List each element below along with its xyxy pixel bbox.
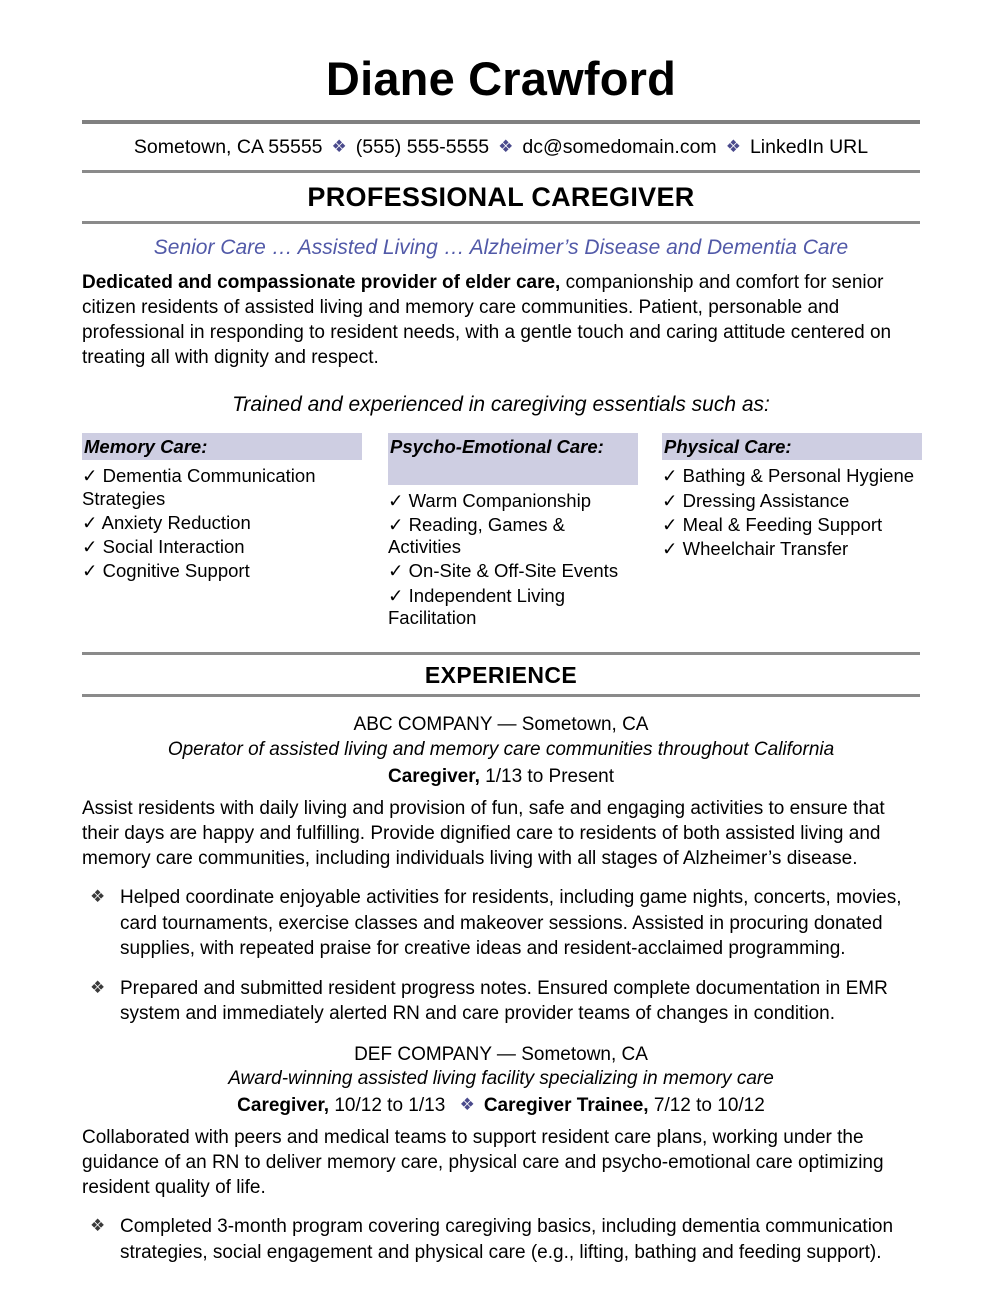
skill-item [662,464,922,488]
job-role-dates: 10/12 to 1/13 [329,1094,451,1116]
skills-column-psycho-emotional-care [388,433,662,630]
skill-item [388,513,638,559]
job-bullet-text: Helped coordinate enjoyable activities for residents, including game nights, concerts, movies, card tournaments, exercise classes and makeover sessions. Assisted in procuring donated supplies, with repeated praise for creative ideas and resident-acclaimed programming. [120,887,902,960]
skill-item [82,535,362,559]
skill-label: Wheelchair Transfer [682,538,849,559]
skills-column-physical-care [662,433,922,561]
skill-item [388,559,638,583]
check-icon: ✓ [662,513,678,535]
professional-headline: PROFESSIONAL CAREGIVER [307,182,695,213]
job-paragraph: Collaborated with peers and medical teams to support resident care plans, working under the guidance of an RN to deliver memory care, physical care and psycho-emotional care optimizing resident quality of life. [82,1126,884,1199]
diamond-bullet-icon: ❖ [90,977,106,997]
contact-phone: (555) 555-5555 [355,136,490,159]
skills-list [662,464,922,561]
job-bullet-text: Completed 3-month program covering caregiving basics, including dementia communication strategies, social engagement and physical care (e.g., lifting, bathing and feeding support). [120,1216,894,1263]
diamond-separator-icon: ❖ [459,1094,475,1114]
job-role-title: Caregiver, [237,1094,330,1116]
check-icon: ✓ [82,536,98,557]
check-icon: ✓ [388,584,404,606]
specialties-tagline: Senior Care … Assisted Living … Alzheimer’s Disease and Dementia Care [153,236,849,260]
skill-item [82,511,362,535]
job-role-line [82,763,920,790]
diamond-separator-icon: ❖ [331,137,347,157]
skill-item [388,584,638,630]
job-role-line [82,1092,920,1119]
experience-divider-bottom [82,694,920,697]
contact-linkedin[interactable]: LinkedIn URL [749,136,869,159]
contact-line [82,124,920,170]
job-company: DEF COMPANY — Sometown, CA [354,1043,648,1065]
skill-item [662,489,922,513]
check-icon: ✓ [82,465,98,487]
skill-label: Dressing Assistance [682,489,850,511]
job-bullet [82,885,920,961]
check-icon: ✓ [388,560,404,582]
job-bullet [82,1214,920,1265]
check-icon: ✓ [82,560,98,582]
candidate-name: Diane Crawford [325,52,677,105]
skill-label: On-Site & Off-Site Events [408,560,619,582]
job-bullet-text: Prepared and submitted resident progress notes. Ensured complete documentation in EMR system and immediately alerted RN and care provider teams of changes in condition. [120,977,888,1025]
experience-entry [82,713,920,1026]
skills-column-heading: Physical Care: [662,433,922,461]
skill-item [662,537,922,561]
skill-label: Anxiety Reduction [101,511,251,533]
check-icon: ✓ [82,511,98,533]
diamond-separator-icon: ❖ [498,137,514,157]
diamond-bullet-icon: ❖ [90,887,106,907]
skills-columns [82,433,920,630]
skill-item [82,464,362,510]
skill-label: Warm Companionship [408,489,591,511]
job-role-dates-secondary: 7/12 to 10/12 [648,1094,765,1116]
job-bullet-list [82,1214,920,1265]
check-icon: ✓ [388,514,404,536]
skill-label: Reading, Games & Activities [388,514,565,558]
diamond-separator-icon: ❖ [725,137,741,157]
skills-list [82,464,362,583]
job-paragraph: Assist residents with daily living and provision of fun, safe and engaging activities to ensure that their days are happy and fulfilling. Provide dignified care to residents of both assisted living and memory care communities, including individuals living with all stages of Alzheimer’s disease. [82,797,885,870]
experience-section [82,652,920,1265]
check-icon: ✓ [388,489,404,511]
skill-label: Meal & Feeding Support [682,513,883,535]
job-role-dates: 1/13 to Present [479,765,615,787]
summary-lead: Dedicated and compassionate provider of elder care, [82,271,561,293]
section-title-experience: EXPERIENCE [424,662,578,689]
job-company: ABC COMPANY — Sometown, CA [353,714,649,736]
skills-column-heading: Memory Care: [82,433,362,461]
check-icon: ✓ [662,538,678,559]
check-icon: ✓ [662,465,678,487]
skill-item [388,489,638,513]
job-role-title: Caregiver, [387,765,480,787]
job-company-description: Operator of assisted living and memory care communities throughout California [167,739,835,761]
job-role-title-secondary: Caregiver Trainee, [483,1094,649,1116]
job-bullet [82,976,920,1027]
contact-email[interactable]: dc@somedomain.com [522,136,717,159]
skill-label: Cognitive Support [102,560,250,582]
skill-label: Bathing & Personal Hygiene [682,465,915,487]
skill-label: Dementia Communication Strategies [82,465,316,509]
job-bullet-list [82,885,920,1026]
skill-item [662,513,922,537]
skill-label: Social Interaction [102,536,245,557]
contact-location: Sometown, CA 55555 [133,136,323,159]
diamond-bullet-icon: ❖ [90,1216,106,1236]
job-company-description: Award-winning assisted living facility specializing in memory care [228,1068,774,1090]
summary-body: companionship and comfort for senior citizen residents of assisted living and memory care communities. Patient, personable and professional in responding to resident needs, with a gentle touch and caring attitude centered on treating all with dignity and respect. [82,271,892,369]
skills-list [388,489,638,630]
skill-label: Independent Living Facilitation [388,584,566,628]
skill-item [82,559,362,583]
experience-entry [82,1043,920,1266]
check-icon: ✓ [662,489,678,511]
skills-column-memory-care [82,433,388,583]
summary-paragraph [82,270,920,371]
skills-intro: Trained and experienced in caregiving essentials such as: [232,392,770,416]
skills-column-heading: Psycho-Emotional Care: [388,433,638,485]
